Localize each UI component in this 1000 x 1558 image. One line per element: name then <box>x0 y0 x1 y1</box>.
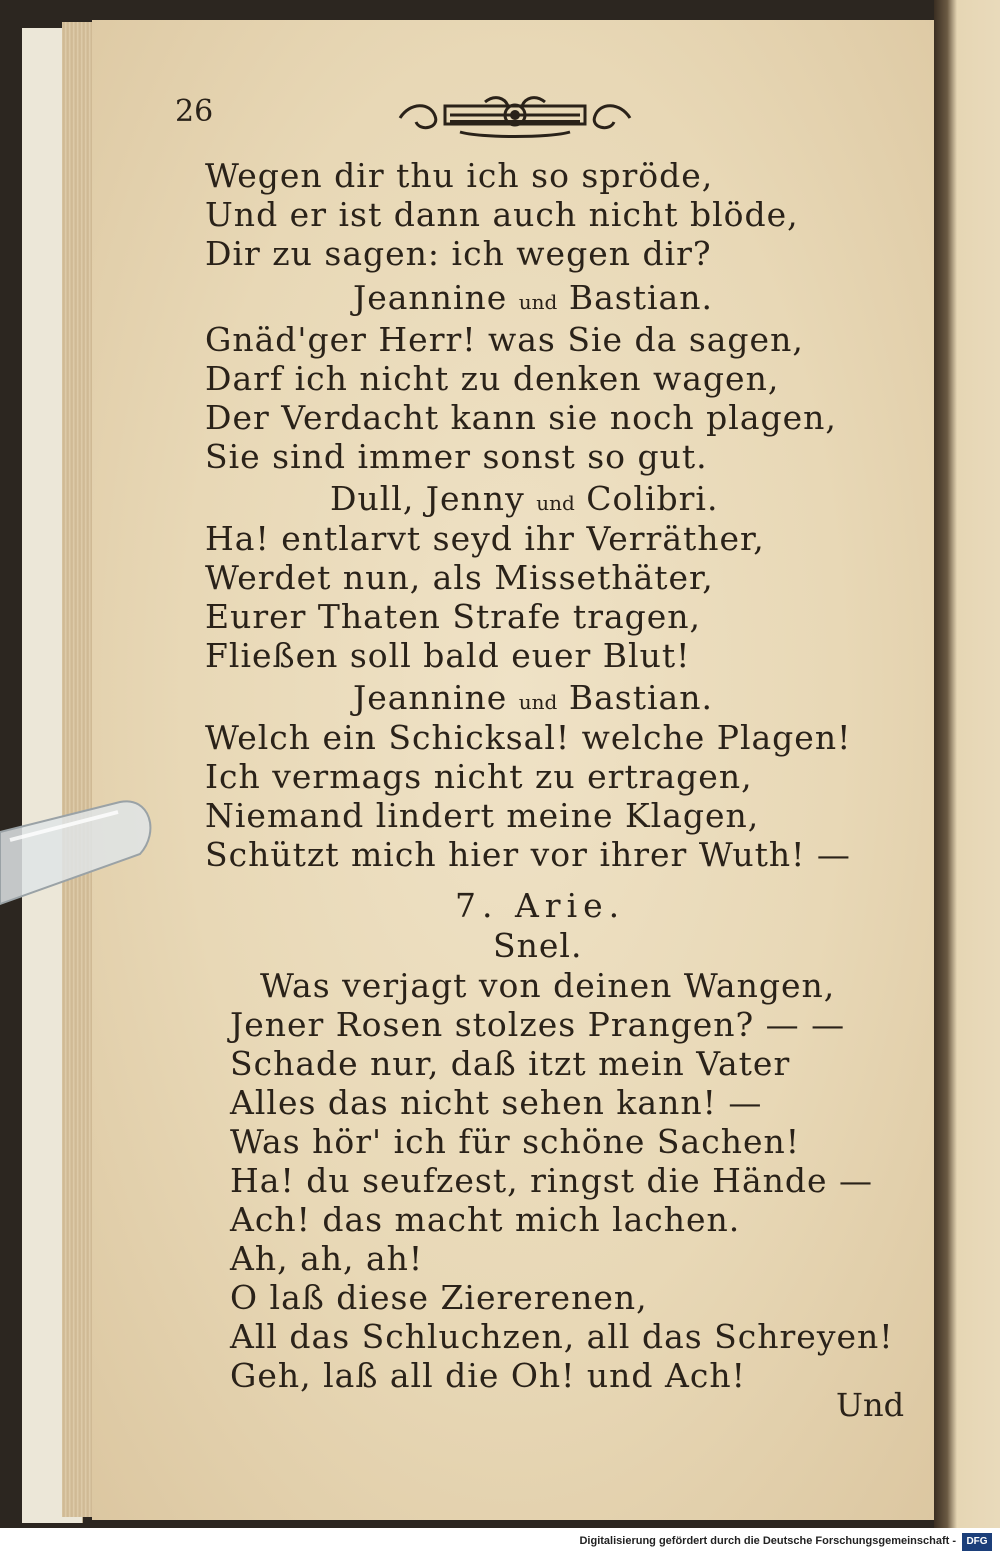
dfg-logo: DFG <box>962 1533 992 1551</box>
verse-line: Geh, laß all die Oh! und Ach! <box>230 1356 746 1395</box>
verse-line: Fließen soll bald euer Blut! <box>205 636 691 675</box>
page-clip-bookmark <box>0 792 160 912</box>
catchword: Und <box>836 1386 905 1424</box>
footer-bar <box>0 1528 1000 1558</box>
verse-line: Gnäd'ger Herr! was Sie da sagen, <box>205 320 804 359</box>
verse-line: Schade nur, daß itzt mein Vater <box>230 1044 791 1083</box>
verse-line: Ha! du seufzest, ringst die Hände — <box>230 1161 874 1200</box>
verse-line: Niemand lindert meine Klagen, <box>205 796 760 835</box>
speaker-heading <box>353 278 713 317</box>
speaker-name: Bastian. <box>568 278 713 317</box>
verse-line: Schützt mich hier vor ihrer Wuth! — <box>205 835 851 874</box>
page-number: 26 <box>175 94 214 129</box>
speaker-heading <box>353 678 713 717</box>
speaker-conjunction: und <box>518 290 558 314</box>
verse-line: O laß diese Ziererenen, <box>230 1278 648 1317</box>
verse-line: Dir zu sagen: ich wegen dir? <box>205 234 712 273</box>
verse-line: Werdet nun, als Missethäter, <box>205 558 714 597</box>
verse-line: Darf ich nicht zu denken wagen, <box>205 359 780 398</box>
speaker-name: Dull, Jenny <box>330 479 525 518</box>
speaker-name: Colibri. <box>586 479 719 518</box>
speaker-name: Jeannine <box>353 278 508 317</box>
verse-line: All das Schluchzen, all das Schreyen! <box>230 1317 894 1356</box>
speaker-heading <box>330 479 718 518</box>
aria-heading: 7. Arie. <box>455 886 626 925</box>
verse-line: Eurer Thaten Strafe tragen, <box>205 597 702 636</box>
verse-line: Ah, ah, ah! <box>230 1239 424 1278</box>
verse-line: Sie sind immer sonst so gut. <box>205 437 708 476</box>
aria-singer: Snel. <box>493 926 583 965</box>
funding-credit: Digitalisierung gefördert durch die Deutsche Forschungsgemeinschaft - <box>579 1535 956 1547</box>
verse-line: Und er ist dann auch nicht blöde, <box>205 195 799 234</box>
verse-line: Ach! das macht mich lachen. <box>230 1200 741 1239</box>
verse-line: Alles das nicht sehen kann! — <box>230 1083 763 1122</box>
verse-line: Jener Rosen stolzes Prangen? — — <box>230 1005 846 1044</box>
verse-line: Der Verdacht kann sie noch plagen, <box>205 398 837 437</box>
facing-page-strip <box>934 0 1000 1528</box>
verse-line: Was hör' ich für schöne Sachen! <box>230 1122 800 1161</box>
speaker-name: Jeannine <box>353 678 508 717</box>
verse-line: Wegen dir thu ich so spröde, <box>205 156 714 195</box>
speaker-conjunction: und <box>518 690 558 714</box>
speaker-name: Bastian. <box>568 678 713 717</box>
verse-line: Welch ein Schicksal! welche Plagen! <box>205 718 852 757</box>
verse-line: Ich vermags nicht zu ertragen, <box>205 757 753 796</box>
speaker-conjunction: und <box>536 491 575 515</box>
verse-line: Ha! entlarvt seyd ihr Verräther, <box>205 519 765 558</box>
ornament-vignette <box>390 92 640 140</box>
verse-line: Was verjagt von deinen Wangen, <box>260 966 836 1005</box>
